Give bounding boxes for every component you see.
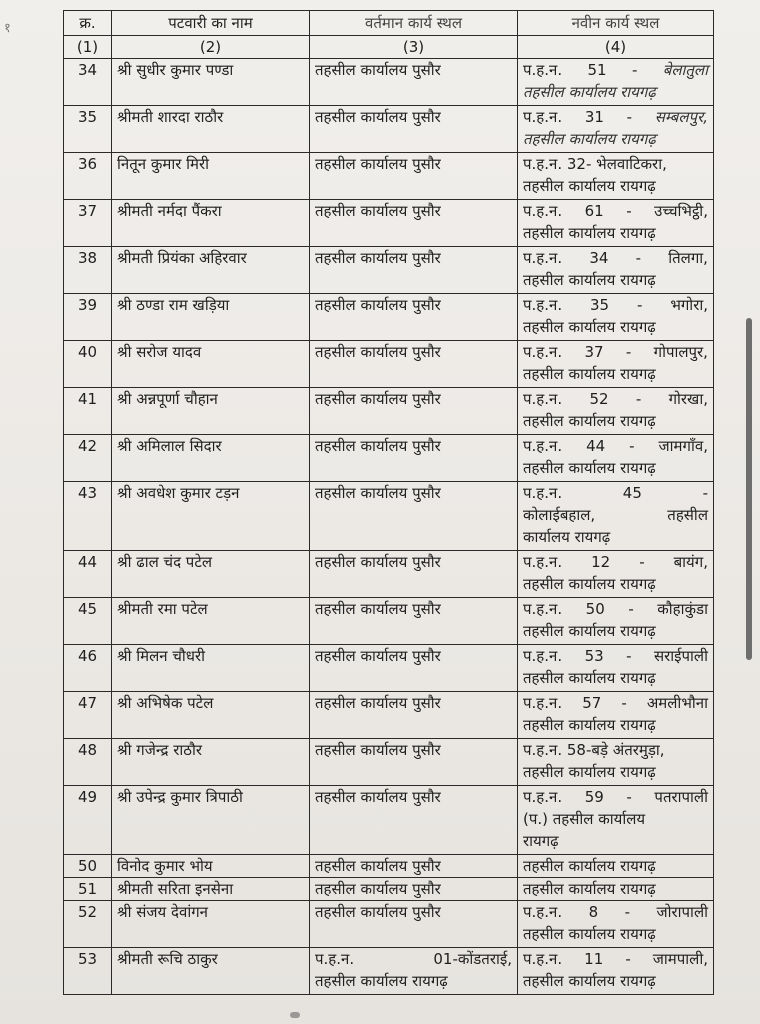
new-workplace-token: तहसील: [667, 506, 708, 524]
new-workplace-token: -: [626, 202, 632, 220]
current-workplace: [310, 739, 518, 786]
current-workplace-text: तहसील कार्यालय पुसौर: [315, 553, 441, 571]
new-workplace: [518, 106, 714, 153]
current-workplace: [310, 435, 518, 482]
new-workplace-token: प.ह.न.: [523, 647, 563, 665]
new-workplace: [518, 645, 714, 692]
new-workplace-line1: [523, 692, 708, 714]
new-workplace-token: कौहाकुंडा: [657, 600, 708, 618]
new-workplace-token: 53: [584, 647, 604, 665]
new-workplace-line1: [523, 59, 708, 81]
new-workplace: [518, 435, 714, 482]
new-workplace: [518, 878, 714, 901]
new-workplace-line1: [523, 598, 708, 620]
new-workplace-token: प.ह.न.: [523, 296, 563, 314]
new-workplace-token: तहसील कार्यालय रायगढ़: [523, 857, 656, 875]
new-workplace-token: -: [625, 950, 631, 968]
new-workplace-token: 51: [587, 61, 607, 79]
new-workplace-token: 57: [582, 694, 602, 712]
new-workplace-token: -: [621, 694, 627, 712]
serial-number: 44: [64, 551, 112, 598]
new-workplace-token: पतरापाली: [654, 788, 708, 806]
current-workplace-text: तहसील कार्यालय पुसौर: [315, 390, 441, 408]
new-workplace-token: सम्बलपुर,: [654, 108, 708, 126]
new-workplace-line1: [523, 855, 708, 877]
patwari-name: श्री सुधीर कुमार पण्डा: [112, 59, 310, 106]
patwari-name: श्री ढाल चंद पटेल: [112, 551, 310, 598]
page-smudge: [290, 1012, 300, 1018]
new-workplace-token: -: [635, 390, 642, 408]
current-workplace-token: 01-कोंडतराई,: [433, 950, 512, 968]
new-workplace-line1: [523, 106, 708, 128]
new-workplace: [518, 948, 714, 995]
new-workplace-token: -: [702, 484, 708, 502]
patwari-name: श्री सरोज यादव: [112, 341, 310, 388]
new-workplace-new-line2: तहसील कार्यालय रायगढ़: [523, 412, 656, 430]
table-row: [64, 692, 714, 739]
current-workplace-text: तहसील कार्यालय पुसौर: [315, 857, 441, 875]
new-workplace-token: -: [624, 903, 631, 921]
new-workplace: [518, 855, 714, 878]
table-row: [64, 247, 714, 294]
new-workplace-line1: [523, 388, 708, 410]
patwari-name: नितून कुमार मिरी: [112, 153, 310, 200]
new-workplace-token: 31: [584, 108, 604, 126]
table-row: [64, 645, 714, 692]
table-row: [64, 739, 714, 786]
current-workplace-text: तहसील कार्यालय पुसौर: [315, 903, 441, 921]
new-workplace-token: -: [637, 296, 643, 314]
new-workplace-token: तहसील कार्यालय रायगढ़: [523, 880, 656, 898]
current-workplace: [310, 388, 518, 435]
new-workplace-token: 12: [591, 553, 611, 571]
new-workplace-token: -: [635, 249, 642, 267]
serial-number: 40: [64, 341, 112, 388]
table-row: [64, 786, 714, 855]
current-workplace-line1: [315, 948, 512, 970]
new-workplace-token: प.ह.न.: [523, 437, 563, 455]
patwari-name: श्रीमती प्रियंका अहिरवार: [112, 247, 310, 294]
serial-number: 46: [64, 645, 112, 692]
new-workplace-new-line2: तहसील कार्यालय रायगढ़: [523, 224, 656, 242]
serial-number: 39: [64, 294, 112, 341]
new-workplace-token: 35: [590, 296, 610, 314]
scrollbar-thumb[interactable]: [746, 318, 752, 660]
new-workplace-token: गोपालपुर,: [653, 343, 708, 361]
new-workplace-new-line2: तहसील कार्यालय रायगढ़: [523, 130, 656, 148]
new-workplace-token: -: [639, 553, 645, 571]
new-workplace-line1: [523, 901, 708, 923]
patwari-name: श्रीमती रमा पटेल: [112, 598, 310, 645]
new-workplace-token: जोरापाली: [656, 903, 708, 921]
new-workplace-token: 61: [584, 202, 604, 220]
new-workplace-token: प.ह.न.: [523, 390, 563, 408]
current-workplace: [310, 200, 518, 247]
column-number-2: (2): [112, 36, 310, 59]
new-workplace: [518, 692, 714, 739]
new-workplace: [518, 598, 714, 645]
patwari-name: श्री अमिलाल सिदार: [112, 435, 310, 482]
patwari-name: श्री गजेन्द्र राठौर: [112, 739, 310, 786]
new-workplace-token: प.ह.न.: [523, 694, 563, 712]
new-workplace-new-line2: तहसील कार्यालय रायगढ़: [523, 365, 656, 383]
table-header-row: [64, 11, 714, 36]
new-workplace: [518, 739, 714, 786]
current-workplace-text: तहसील कार्यालय पुसौर: [315, 600, 441, 618]
patwari-name: श्री अभिषेक पटेल: [112, 692, 310, 739]
new-workplace-token: -: [631, 61, 638, 79]
new-workplace-line1: [523, 200, 708, 222]
serial-number: 48: [64, 739, 112, 786]
patwari-name: श्री ठण्डा राम खड़िया: [112, 294, 310, 341]
current-workplace: [310, 106, 518, 153]
new-workplace-new-line2: तहसील कार्यालय रायगढ़: [523, 669, 656, 687]
new-workplace-line1: [523, 435, 708, 457]
new-workplace-token: -: [626, 788, 632, 806]
serial-number: 43: [64, 482, 112, 551]
new-workplace-token: प.ह.न. 58-बड़े अंतरमुड़ा,: [523, 741, 665, 759]
current-workplace: [310, 482, 518, 551]
new-workplace-token: 34: [589, 249, 609, 267]
new-workplace: [518, 294, 714, 341]
current-workplace: [310, 645, 518, 692]
current-workplace: [310, 855, 518, 878]
new-workplace-token: 44: [586, 437, 606, 455]
serial-number: 47: [64, 692, 112, 739]
new-workplace-new-line2: (प.) तहसील कार्यालय: [523, 810, 646, 828]
new-workplace-token: 37: [584, 343, 604, 361]
new-workplace-new-line2: तहसील कार्यालय रायगढ़: [523, 83, 656, 101]
current-workplace: [310, 948, 518, 995]
new-workplace-line1: [523, 786, 708, 808]
patwari-name: विनोद कुमार भोय: [112, 855, 310, 878]
new-workplace-new-line2: तहसील कार्यालय रायगढ़: [523, 622, 656, 640]
serial-number: 51: [64, 878, 112, 901]
new-workplace: [518, 482, 714, 551]
new-workplace-token: प.ह.न. 32- भेलवाटिकरा,: [523, 155, 667, 173]
new-workplace-token: प.ह.न.: [523, 484, 563, 502]
current-workplace-token: प.ह.न.: [315, 950, 355, 968]
new-workplace-new-line3: कार्यालय रायगढ़: [523, 528, 611, 546]
new-workplace-new-line3: रायगढ़: [523, 832, 559, 850]
header-new-workplace: नवीन कार्य स्थल: [518, 11, 714, 36]
table-row: [64, 878, 714, 901]
new-workplace: [518, 341, 714, 388]
serial-number: 53: [64, 948, 112, 995]
new-workplace-token: प.ह.न.: [523, 553, 563, 571]
table-row: [64, 200, 714, 247]
serial-number: 42: [64, 435, 112, 482]
new-workplace-line1: [523, 341, 708, 363]
new-workplace-token: प.ह.न.: [523, 61, 563, 79]
patwari-name: श्री मिलन चौधरी: [112, 645, 310, 692]
new-workplace-token: कोलाईबहाल,: [523, 506, 596, 524]
current-workplace-text: तहसील कार्यालय पुसौर: [315, 202, 441, 220]
serial-number: 49: [64, 786, 112, 855]
table-row: [64, 294, 714, 341]
new-workplace-token: -: [625, 343, 632, 361]
new-workplace-new-line2: तहसील कार्यालय रायगढ़: [523, 972, 656, 990]
new-workplace: [518, 786, 714, 855]
serial-number: 37: [64, 200, 112, 247]
header-serial: क्र.: [64, 11, 112, 36]
current-workplace: [310, 692, 518, 739]
header-current-workplace: वर्तमान कार्य स्थल: [310, 11, 518, 36]
current-workplace: [310, 294, 518, 341]
patwari-name: श्रीमती रूचि ठाकुर: [112, 948, 310, 995]
new-workplace-token: 11: [584, 950, 604, 968]
new-workplace-token: 50: [585, 600, 605, 618]
new-workplace-token: प.ह.न.: [523, 788, 563, 806]
patwari-name: श्री अन्नपूर्णा चौहान: [112, 388, 310, 435]
current-workplace-text: तहसील कार्यालय पुसौर: [315, 296, 441, 314]
current-workplace: [310, 59, 518, 106]
serial-number: 36: [64, 153, 112, 200]
table-row: [64, 551, 714, 598]
new-workplace-token: प.ह.न.: [523, 950, 563, 968]
new-workplace: [518, 551, 714, 598]
new-workplace-token: 59: [584, 788, 604, 806]
new-workplace-line1: [523, 247, 708, 269]
new-workplace-token: भगोरा,: [670, 296, 708, 314]
serial-number: 45: [64, 598, 112, 645]
new-workplace-token: बेलातुला: [662, 61, 708, 79]
new-workplace-new-line2: तहसील कार्यालय रायगढ़: [523, 271, 656, 289]
new-workplace-token: 45: [622, 484, 642, 502]
current-workplace: [310, 878, 518, 901]
margin-glyph: १: [4, 21, 11, 36]
current-workplace-text: तहसील कार्यालय पुसौर: [315, 343, 441, 361]
current-workplace-text: तहसील कार्यालय रायगढ़: [315, 972, 448, 990]
new-workplace-token: उच्चभिट्ठी,: [654, 202, 708, 220]
table-row: [64, 948, 714, 995]
current-workplace: [310, 598, 518, 645]
table-row: [64, 482, 714, 551]
new-workplace-new-line2: तहसील कार्यालय रायगढ़: [523, 177, 656, 195]
new-workplace-token: प.ह.न.: [523, 108, 563, 126]
new-workplace-line1: [523, 153, 708, 175]
new-workplace-token: 52: [589, 390, 609, 408]
serial-number: 35: [64, 106, 112, 153]
serial-number: 52: [64, 901, 112, 948]
new-workplace-token: सराईपाली: [654, 647, 708, 665]
new-workplace-new-line2: तहसील कार्यालय रायगढ़: [523, 318, 656, 336]
column-number-1: (1): [64, 36, 112, 59]
current-workplace-text: तहसील कार्यालय पुसौर: [315, 647, 441, 665]
serial-number: 38: [64, 247, 112, 294]
new-workplace-new-line2: तहसील कार्यालय रायगढ़: [523, 763, 656, 781]
current-workplace-text: तहसील कार्यालय पुसौर: [315, 108, 441, 126]
current-workplace: [310, 551, 518, 598]
new-workplace-line1: [523, 878, 708, 900]
new-workplace: [518, 200, 714, 247]
serial-number: 34: [64, 59, 112, 106]
new-workplace-token: -: [626, 108, 633, 126]
current-workplace: [310, 247, 518, 294]
new-workplace-line1: [523, 294, 708, 316]
patwari-name: श्री उपेन्द्र कुमार त्रिपाठी: [112, 786, 310, 855]
new-workplace-token: -: [626, 647, 632, 665]
table-row: [64, 341, 714, 388]
column-number-3: (3): [310, 36, 518, 59]
new-workplace-line1: [523, 551, 708, 573]
patwari-name: श्रीमती नर्मदा पैंकरा: [112, 200, 310, 247]
column-number-4: (4): [518, 36, 714, 59]
current-workplace: [310, 901, 518, 948]
new-workplace-token: बायंग,: [673, 553, 708, 571]
serial-number: 50: [64, 855, 112, 878]
new-workplace-line1: [523, 482, 708, 504]
current-workplace-text: तहसील कार्यालय पुसौर: [315, 484, 441, 502]
new-workplace-token: जामपाली,: [652, 950, 708, 968]
new-workplace-new-line2: तहसील कार्यालय रायगढ़: [523, 716, 656, 734]
current-workplace-text: तहसील कार्यालय पुसौर: [315, 155, 441, 173]
table-row: [64, 153, 714, 200]
header-patwari-name: पटवारी का नाम: [112, 11, 310, 36]
new-workplace-line1: [523, 948, 708, 970]
current-workplace: [310, 786, 518, 855]
patwari-name: श्रीमती शारदा राठौर: [112, 106, 310, 153]
current-workplace-text: तहसील कार्यालय पुसौर: [315, 249, 441, 267]
patwari-name: श्रीमती सरिता इनसेना: [112, 878, 310, 901]
current-workplace-text: तहसील कार्यालय पुसौर: [315, 880, 441, 898]
new-workplace-token: प.ह.न.: [523, 343, 563, 361]
new-workplace-token: प.ह.न.: [523, 600, 563, 618]
table-row: [64, 106, 714, 153]
new-workplace-new-line2: तहसील कार्यालय रायगढ़: [523, 459, 656, 477]
transfer-table: [63, 10, 714, 995]
current-workplace: [310, 153, 518, 200]
new-workplace-line1: [523, 645, 708, 667]
column-number-row: [64, 36, 714, 59]
table-row: [64, 598, 714, 645]
current-workplace-text: तहसील कार्यालय पुसौर: [315, 437, 441, 455]
new-workplace-token: प.ह.न.: [523, 202, 563, 220]
current-workplace-text: तहसील कार्यालय पुसौर: [315, 61, 441, 79]
new-workplace-token: जामगाँव,: [658, 437, 708, 455]
new-workplace-token: तिलगा,: [668, 249, 708, 267]
patwari-name: श्री अवधेश कुमार टड़न: [112, 482, 310, 551]
table-row: [64, 855, 714, 878]
new-workplace-new-line2: [523, 504, 708, 526]
new-workplace-token: अमलीभौना: [646, 694, 708, 712]
patwari-name: श्री संजय देवांगन: [112, 901, 310, 948]
current-workplace: [310, 341, 518, 388]
new-workplace-token: प.ह.न.: [523, 903, 563, 921]
table-row: [64, 435, 714, 482]
new-workplace-token: प.ह.न.: [523, 249, 563, 267]
new-workplace: [518, 247, 714, 294]
current-workplace-text: तहसील कार्यालय पुसौर: [315, 741, 441, 759]
new-workplace-new-line2: तहसील कार्यालय रायगढ़: [523, 925, 656, 943]
new-workplace-new-line2: तहसील कार्यालय रायगढ़: [523, 575, 656, 593]
new-workplace: [518, 59, 714, 106]
table-row: [64, 59, 714, 106]
current-workplace-text: तहसील कार्यालय पुसौर: [315, 694, 441, 712]
new-workplace-token: गोरखा,: [668, 390, 708, 408]
new-workplace-token: 8: [588, 903, 599, 921]
current-workplace-text: तहसील कार्यालय पुसौर: [315, 788, 441, 806]
new-workplace-token: -: [629, 437, 635, 455]
new-workplace: [518, 388, 714, 435]
table-body: [64, 59, 714, 995]
new-workplace-line1: [523, 739, 708, 761]
new-workplace-token: -: [628, 600, 634, 618]
new-workplace: [518, 901, 714, 948]
new-workplace: [518, 153, 714, 200]
table-row: [64, 901, 714, 948]
table-row: [64, 388, 714, 435]
serial-number: 41: [64, 388, 112, 435]
